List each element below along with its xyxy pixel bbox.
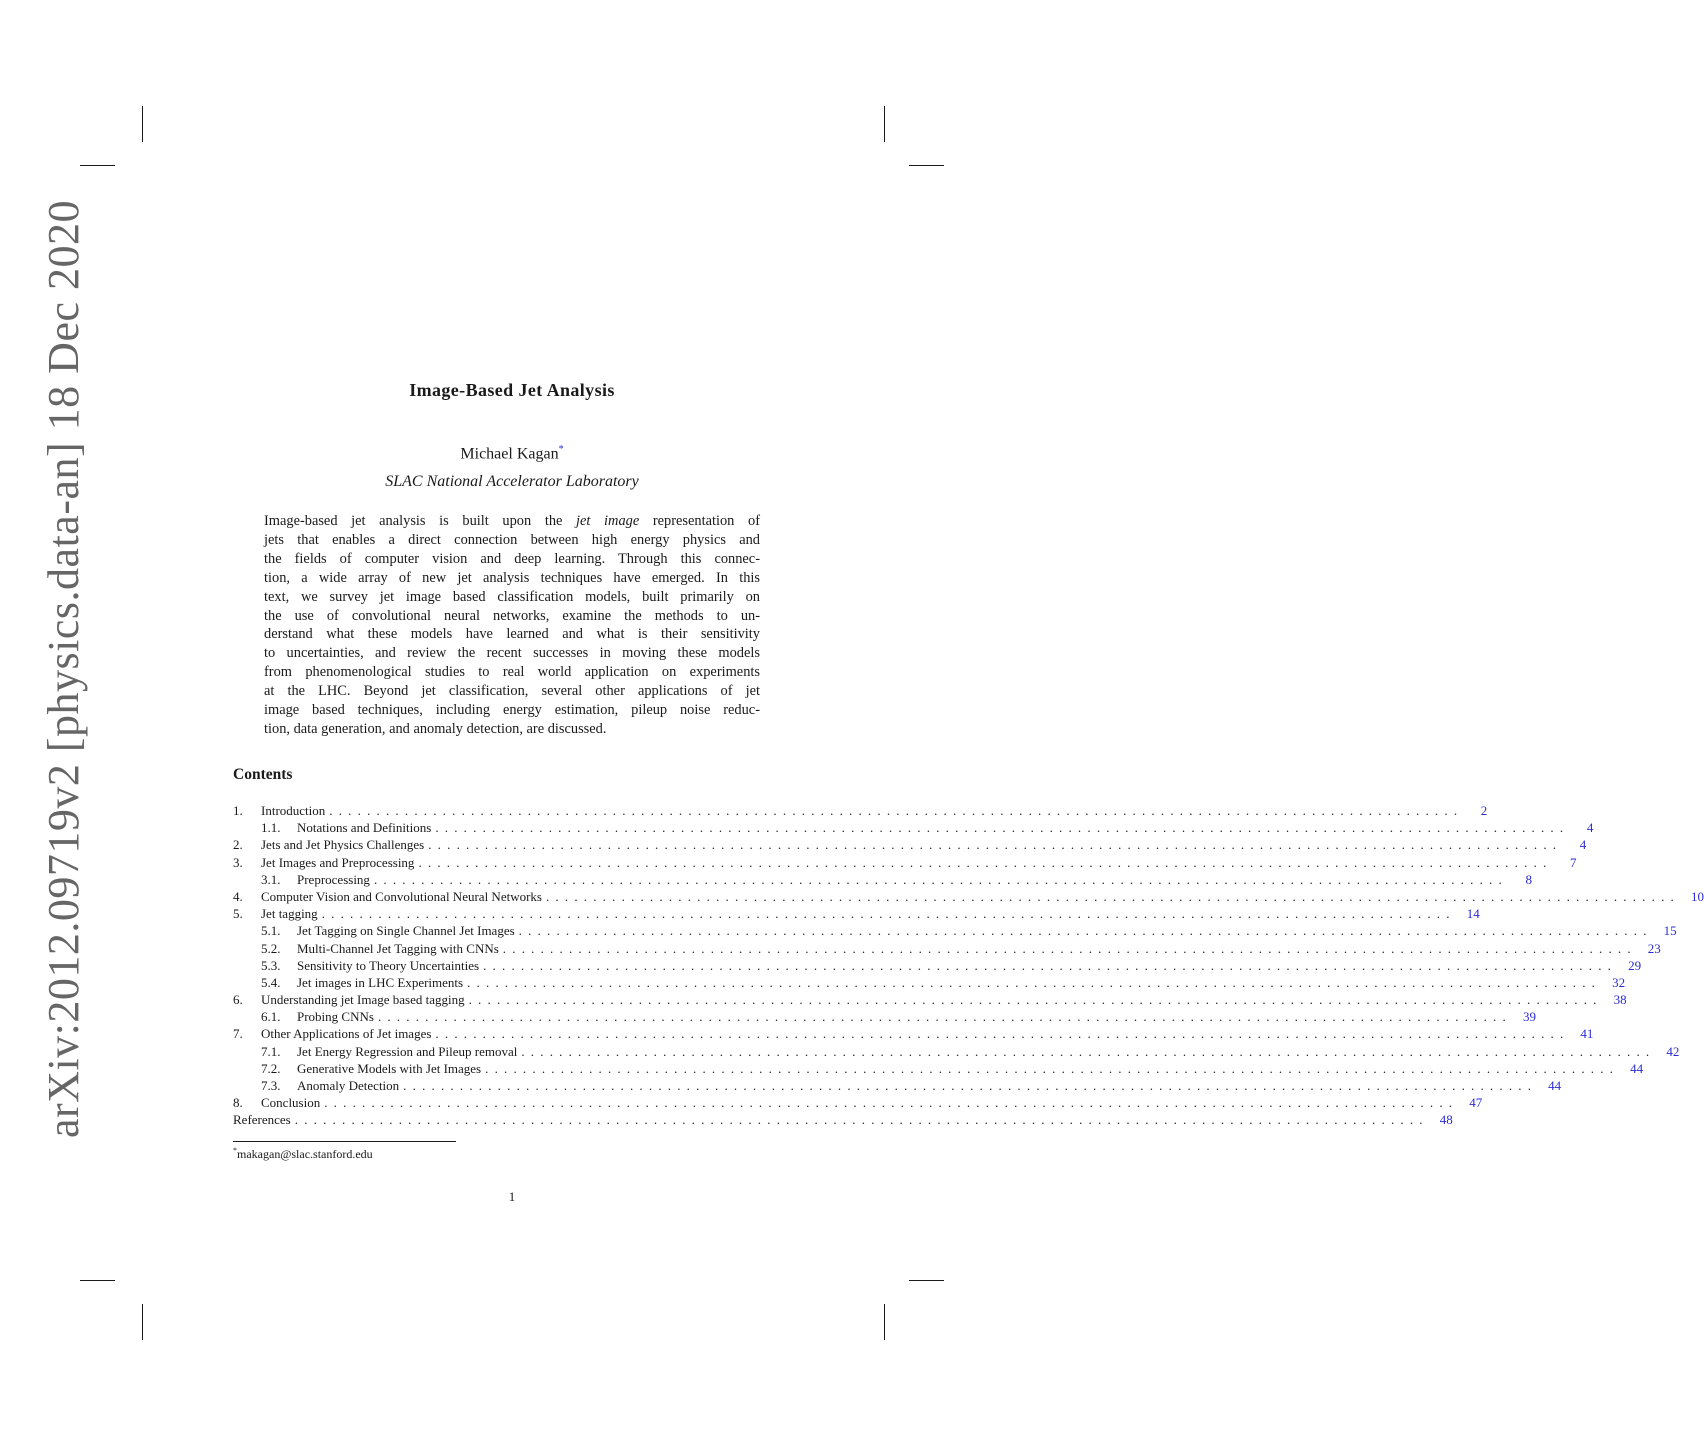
toc-entry[interactable] (233, 819, 1594, 836)
toc-entry-number: 5.3. (261, 957, 281, 973)
abstract-line (264, 625, 760, 644)
toc-page-link[interactable]: 4 (1579, 837, 1587, 853)
toc-entry-number: 7. (233, 1026, 243, 1042)
toc-leader-dots: ........................................................................................................................ (483, 957, 1618, 973)
toc-leader-dots: ........................................................................................................................ (485, 1060, 1620, 1076)
toc-page-link[interactable]: 44 (1548, 1078, 1562, 1093)
toc-entry[interactable] (233, 888, 1704, 905)
toc-entry-title: Probing CNNs (297, 1009, 374, 1025)
abstract-text: from phenomenological studies to real world application on experiments (264, 664, 760, 681)
abstract-text: tion, data generation, and anomaly detection, are discussed. (264, 720, 607, 737)
toc-leader-dots: ........................................................................................................................ (545, 888, 1680, 904)
crop-mark-bottom-left-vertical (142, 1304, 143, 1340)
author-footnote-marker[interactable]: * (558, 444, 564, 455)
toc-entry[interactable] (233, 940, 1661, 957)
crop-mark-top-left-horizontal (80, 165, 115, 166)
abstract-text: at the LHC. Beyond jet classification, several other applications of jet (264, 683, 760, 700)
toc-entry[interactable] (233, 1077, 1562, 1094)
toc-entry-number: 5. (233, 906, 243, 922)
abstract-text: to uncertainties, and review the recent successes in moving these models (264, 645, 760, 662)
abstract-emphasis: jet image (576, 513, 640, 529)
toc-entry[interactable] (233, 802, 1488, 819)
abstract-text: image based techniques, including energy estimation, pileup noise reduc- (264, 702, 760, 719)
toc-page-link[interactable]: 44 (1630, 1060, 1644, 1076)
crop-mark-top-left-vertical (142, 106, 143, 142)
toc-entry[interactable] (233, 905, 1480, 922)
toc-entry-number: 3.1. (261, 871, 281, 887)
toc-page-link[interactable]: 29 (1628, 957, 1642, 973)
abstract-line (264, 550, 760, 569)
abstract-line (264, 682, 760, 701)
toc-entry-title: Preprocessing (297, 871, 370, 887)
toc-leader-dots: ........................................................................................................................ (294, 1112, 1429, 1128)
toc-entry-title: Introduction (261, 803, 326, 818)
toc-entry-title: Anomaly Detection (297, 1078, 400, 1093)
toc-entry[interactable] (233, 1025, 1594, 1042)
toc-page-link[interactable]: 8 (1525, 871, 1532, 887)
toc-leader-dots: ........................................................................................................................ (435, 820, 1570, 836)
crop-mark-top-right-horizontal (909, 165, 944, 166)
toc-entry-title: Jet images in LHC Experiments (297, 974, 464, 990)
abstract-text: Image-based jet analysis is built upon the (264, 513, 577, 529)
toc-page-link[interactable]: 48 (1439, 1112, 1453, 1128)
toc-page-link[interactable]: 39 (1522, 1009, 1536, 1025)
abstract-line (264, 531, 760, 550)
abstract-text: the use of convolutional neural networks, examine the methods to un- (264, 607, 760, 624)
toc-page-link[interactable]: 4 (1586, 820, 1594, 836)
toc-entry-number: 7.2. (261, 1060, 281, 1076)
toc-leader-dots: ........................................................................................................................ (321, 906, 1456, 922)
toc-entry-number: 7.1. (261, 1043, 281, 1059)
toc-entry[interactable] (233, 1111, 1453, 1128)
toc-entry-title: References (233, 1112, 291, 1128)
abstract-line (264, 644, 760, 663)
toc-entry[interactable] (233, 836, 1587, 853)
toc-leader-dots: ........................................................................................................................ (467, 974, 1602, 990)
toc-entry-title: Conclusion (261, 1095, 321, 1111)
abstract-text: representation of (639, 513, 760, 529)
toc-page-link[interactable]: 38 (1613, 992, 1627, 1008)
toc-entry-number: 5.1. (261, 923, 281, 939)
author-line (0, 444, 1024, 463)
abstract-line (264, 569, 760, 588)
toc-entry[interactable] (233, 1008, 1536, 1025)
toc-leader-dots: ........................................................................................................................ (468, 992, 1603, 1008)
toc-leader-dots: ........................................................................................................................ (324, 1095, 1459, 1111)
abstract-line (264, 512, 760, 531)
crop-mark-bottom-right-vertical (884, 1304, 885, 1340)
toc-entry-title: Multi-Channel Jet Tagging with CNNs (297, 940, 499, 956)
toc-leader-dots: ........................................................................................................................ (329, 803, 1464, 818)
footnote-email: makagan@slac.stanford.edu (237, 1147, 373, 1161)
toc-page-link[interactable]: 32 (1612, 974, 1626, 990)
toc-entry-number: 1. (233, 803, 243, 818)
toc-page-link[interactable]: 23 (1647, 940, 1661, 956)
table-of-contents (233, 802, 1704, 1129)
toc-entry[interactable] (233, 871, 1532, 888)
toc-entry-title: Jet Tagging on Single Channel Jet Images (297, 923, 515, 939)
toc-entry-title: Sensitivity to Theory Uncertainties (297, 957, 480, 973)
toc-entry-title: Jet Energy Regression and Pileup removal (297, 1043, 518, 1059)
toc-entry-number: 8. (233, 1095, 243, 1111)
toc-leader-dots: ........................................................................................................................ (373, 871, 1508, 887)
page-number: 1 (508, 1189, 516, 1204)
toc-leader-dots: ........................................................................................................................ (502, 940, 1637, 956)
toc-entry-number: 6. (233, 992, 243, 1008)
abstract-text: text, we survey jet image based classification models, built primarily on (264, 588, 760, 605)
abstract-line (264, 701, 760, 720)
toc-entry-number: 2. (233, 837, 243, 853)
abstract-text: jets that enables a direct connection between high energy physics and (264, 531, 760, 548)
abstract-text: the fields of computer vision and deep learning. Through this connec- (264, 550, 760, 567)
toc-entry-title: Jet tagging (261, 906, 318, 922)
toc-entry-title: Generative Models with Jet Images (297, 1060, 482, 1076)
toc-entry-title: Notations and Definitions (297, 820, 432, 836)
author-affiliation: SLAC National Accelerator Laboratory (385, 473, 639, 490)
toc-entry-number: 3. (233, 854, 243, 870)
arxiv-side-stamp: arXiv:2012.09719v2 [physics.data-an] 18 Dec 2020 (39, 199, 88, 1138)
toc-entry[interactable] (233, 991, 1627, 1008)
abstract-line (264, 607, 760, 626)
crop-mark-top-right-vertical (884, 106, 885, 142)
abstract-line (264, 663, 760, 682)
toc-page-link[interactable]: 41 (1580, 1026, 1594, 1042)
toc-entry-title: Computer Vision and Convolutional Neural Networks (261, 888, 542, 904)
abstract-line (264, 588, 760, 607)
toc-entry[interactable] (233, 922, 1677, 939)
toc-page-link[interactable]: 7 (1569, 854, 1577, 870)
abstract (264, 512, 760, 739)
toc-page-link[interactable]: 14 (1466, 906, 1480, 922)
toc-entry[interactable] (233, 1060, 1644, 1077)
toc-page-link[interactable]: 15 (1663, 923, 1677, 939)
toc-entry[interactable] (233, 974, 1626, 991)
toc-entry-title: Jets and Jet Physics Challenges (261, 837, 425, 853)
toc-leader-dots: ........................................................................................................................ (377, 1009, 1512, 1025)
toc-page-link[interactable]: 2 (1480, 803, 1488, 818)
abstract-text: tion, a wide array of new jet analysis techniques have emerged. In this (264, 569, 760, 586)
author-name: Michael Kagan (460, 445, 559, 463)
paper-title: Image-Based Jet Analysis (409, 380, 615, 400)
toc-entry[interactable] (233, 957, 1642, 974)
footnote-marker: * (233, 1146, 237, 1155)
toc-page-link[interactable]: 42 (1666, 1043, 1680, 1059)
toc-entry-number: 7.3. (261, 1078, 281, 1093)
toc-leader-dots: ........................................................................................................................ (521, 1043, 1656, 1059)
crop-mark-bottom-right-horizontal (909, 1280, 944, 1281)
toc-leader-dots: ........................................................................................................................ (435, 1026, 1570, 1042)
footnote-rule (233, 1141, 456, 1142)
abstract-text: derstand what these models have learned and what is their sensitivity (264, 626, 760, 643)
contents-heading: Contents (233, 766, 293, 783)
toc-entry[interactable] (233, 854, 1577, 871)
toc-leader-dots: ........................................................................................................................ (403, 1078, 1538, 1093)
toc-entry-number: 6.1. (261, 1009, 281, 1025)
toc-leader-dots: ........................................................................................................................ (428, 837, 1563, 853)
toc-entry-title: Jet Images and Preprocessing (261, 854, 415, 870)
toc-entry[interactable] (233, 1043, 1680, 1060)
toc-page-link[interactable]: 47 (1469, 1095, 1483, 1111)
toc-entry[interactable] (233, 1094, 1483, 1111)
crop-mark-bottom-left-horizontal (80, 1280, 115, 1281)
toc-entry-number: 4. (233, 888, 243, 904)
toc-leader-dots: ........................................................................................................................ (418, 854, 1553, 870)
toc-leader-dots: ........................................................................................................................ (518, 923, 1653, 939)
toc-page-link[interactable]: 10 (1690, 888, 1704, 904)
abstract-line (264, 720, 760, 739)
toc-entry-number: 5.2. (261, 940, 281, 956)
toc-entry-title: Other Applications of Jet images (261, 1026, 432, 1042)
toc-entry-number: 5.4. (261, 974, 281, 990)
toc-entry-number: 1.1. (261, 820, 281, 836)
footnote (233, 1146, 373, 1162)
toc-entry-title: Understanding jet Image based tagging (261, 992, 465, 1008)
